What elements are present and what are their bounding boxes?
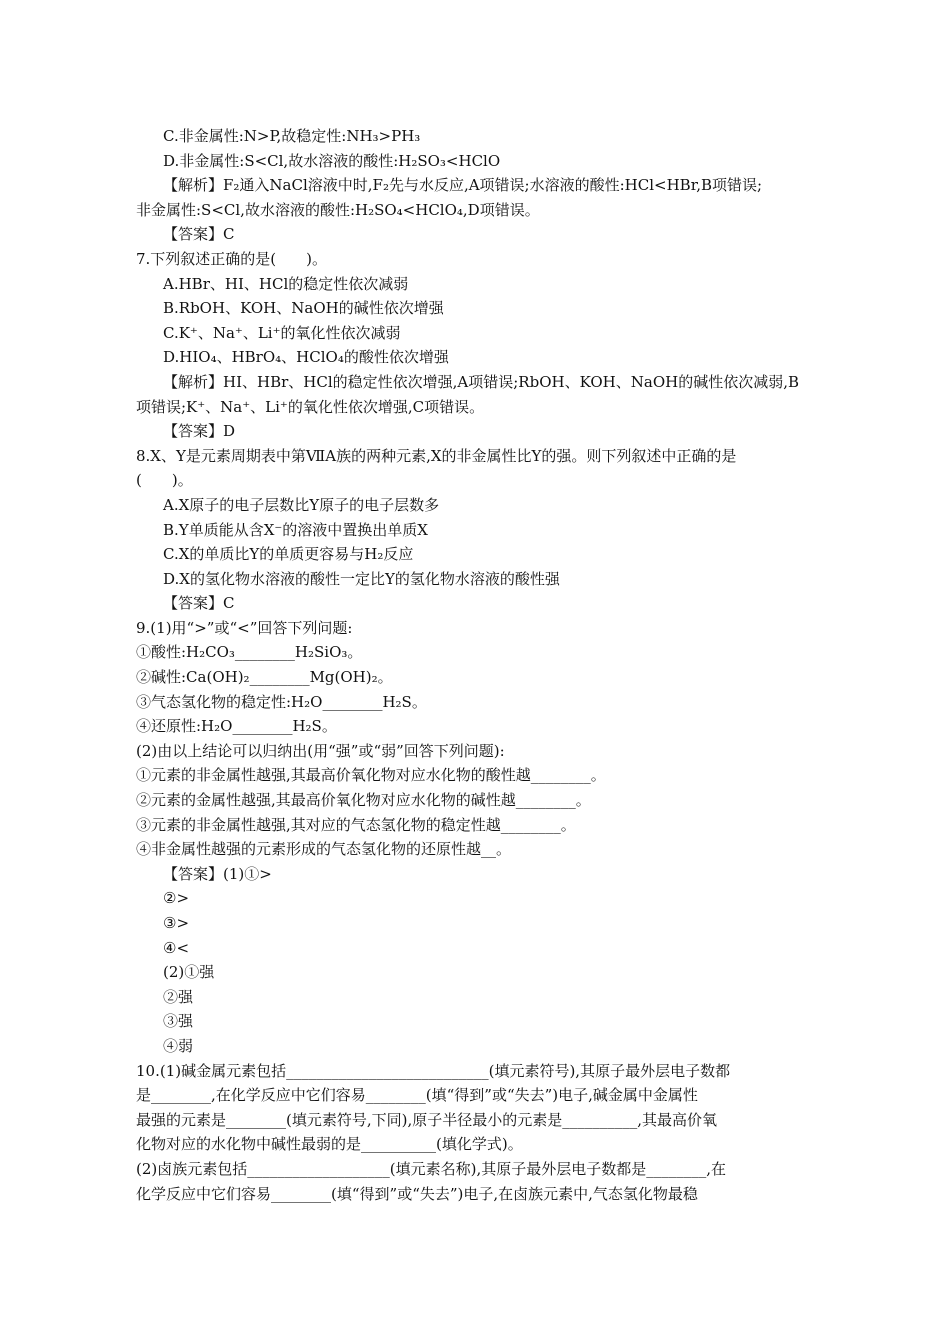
text-line: 化物对应的水化物中碱性最弱的是__________(填化学式)。 <box>136 1135 523 1154</box>
text-line: D.X的氢化物水溶液的酸性一定比Y的氢化物水溶液的酸性强 <box>163 569 560 588</box>
text-line: ( )。 <box>136 471 193 490</box>
text-line: C.非金属性:N>P,故稳定性:NH₃>PH₃ <box>163 127 421 145</box>
text-line: 是________,在化学反应中它们容易________(填“得到”或“失去”)电子,碱金属中金属性 <box>136 1086 698 1105</box>
text-line: ②元素的金属性越强,其最高价氧化物对应水化物的碱性越________。 <box>136 791 591 810</box>
text-line: D.HIO₄、HBrO₄、HClO₄的酸性依次增强 <box>163 348 449 367</box>
text-line: ③元素的非金属性越强,其对应的气态氢化物的稳定性越________。 <box>136 815 576 834</box>
text-line: (2)①强 <box>163 963 215 982</box>
text-line: 10.(1)碱金属元素包括___________________________(填元素符号),其原子最外层电子数都 <box>136 1061 731 1080</box>
text-line: 8.X、Y是元素周期表中第ⅦA族的两种元素,X的非金属性比Y的强。则下列叙述中正确的是 <box>136 446 737 465</box>
text-line: (2)卤族元素包括___________________(填元素名称),其原子最外层电子数都是________,在 <box>136 1159 726 1178</box>
text-line: 9.(1)用“>”或“<”回答下列问题: <box>136 618 353 637</box>
text-line: 【解析】F₂通入NaCl溶液中时,F₂先与水反应,A项错误;水溶液的酸性:HCl<HBr,B项错误; <box>163 176 763 195</box>
document-page <box>136 124 826 1206</box>
text-line: ②碱性:Ca(OH)₂________Mg(OH)₂。 <box>136 668 393 687</box>
text-line: 【答案】C <box>163 594 235 613</box>
text-line: 【答案】D <box>163 422 236 441</box>
text-line: 7.下列叙述正确的是( )。 <box>136 249 328 268</box>
text-line: ②强 <box>163 987 194 1006</box>
text-line: 化学反应中它们容易________(填“得到”或“失去”)电子,在卤族元素中,气态氢化物最稳 <box>136 1184 698 1203</box>
text-line: ③气态氢化物的稳定性:H₂O________H₂S。 <box>136 692 427 711</box>
text-line: D.非金属性:S<Cl,故水溶液的酸性:H₂SO₃<HClO <box>163 151 501 170</box>
text-line: ④还原性:H₂O________H₂S。 <box>136 717 337 736</box>
text-line: ①酸性:H₂CO₃________H₂SiO₃。 <box>136 643 363 662</box>
text-line: ②> <box>163 889 190 908</box>
text-line: (2)由以上结论可以归纳出(用“强”或“弱”回答下列问题): <box>136 741 505 760</box>
text-line: ③强 <box>163 1012 194 1031</box>
text-line: A.HBr、HI、HCl的稳定性依次减弱 <box>163 274 409 293</box>
text-line: 【答案】(1)①> <box>163 864 272 883</box>
text-line: ③> <box>163 914 190 932</box>
text-line: 非金属性:S<Cl,故水溶液的酸性:H₂SO₄<HClO₄,D项错误。 <box>136 200 540 219</box>
text-line: B.RbOH、KOH、NaOH的碱性依次增强 <box>163 299 444 318</box>
text-line: A.X原子的电子层数比Y原子的电子层数多 <box>163 495 440 514</box>
text-line: 【答案】C <box>163 225 235 244</box>
text-line: B.Y单质能从含X⁻的溶液中置换出单质X <box>163 520 428 539</box>
text-line: C.K⁺、Na⁺、Li⁺的氧化性依次减弱 <box>163 323 401 342</box>
text-line: 项错误;K⁺、Na⁺、Li⁺的氧化性依次增强,C项错误。 <box>136 397 485 416</box>
text-line: 最强的元素是________(填元素符号,下同),原子半径最小的元素是__________,其最高价氧 <box>136 1110 718 1129</box>
text-line: C.X的单质比Y的单质更容易与H₂反应 <box>163 545 414 564</box>
text-line: 【解析】HI、HBr、HCl的稳定性依次增强,A项错误;RbOH、KOH、NaOH的碱性依次减弱,B <box>163 372 799 391</box>
text-line: ①元素的非金属性越强,其最高价氧化物对应水化物的酸性越________。 <box>136 766 606 785</box>
text-line: ④非金属性越强的元素形成的气态氢化物的还原性越__。 <box>136 840 512 859</box>
text-line: ④弱 <box>163 1036 194 1055</box>
text-line: ④< <box>163 938 190 957</box>
